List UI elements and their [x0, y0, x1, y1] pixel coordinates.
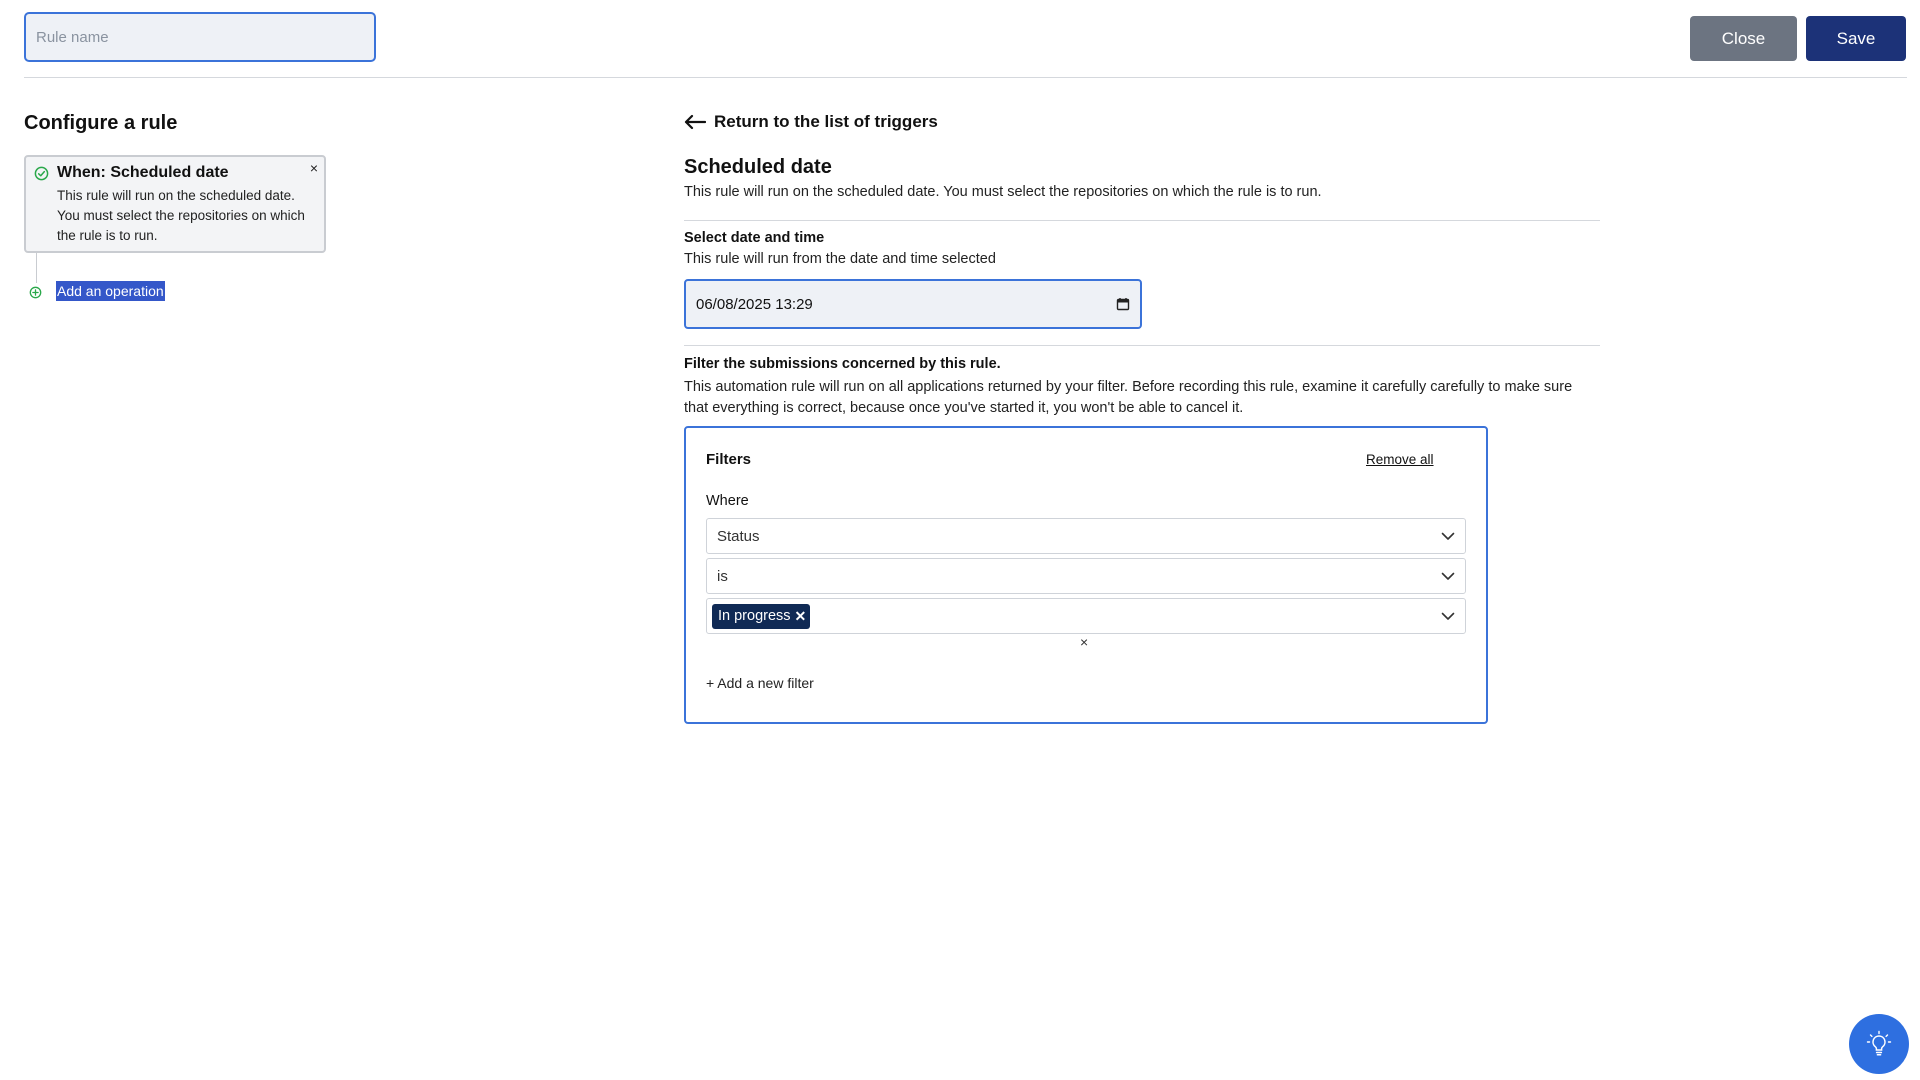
- plus-circle-icon[interactable]: [29, 286, 42, 299]
- section-description: This rule will run on the scheduled date. You must select the repositories on which the rule is to run.: [684, 184, 1322, 200]
- tag-remove-icon[interactable]: ✕: [794, 607, 807, 624]
- calendar-icon[interactable]: [1116, 297, 1130, 311]
- trigger-description: This rule will run on the scheduled date. You must select the repositories on which the rule is to run.: [57, 188, 305, 243]
- header-divider: [24, 77, 1907, 78]
- filter-section-label: Filter the submissions concerned by this rule.: [684, 356, 1001, 372]
- filter-operator-value: is: [717, 567, 728, 585]
- datetime-label: Select date and time: [684, 230, 825, 246]
- clear-values-icon[interactable]: ×: [1080, 634, 1089, 650]
- filters-title: Filters: [706, 451, 752, 468]
- where-label: Where: [706, 493, 749, 509]
- section-title: Scheduled date: [684, 156, 832, 178]
- section-divider: [684, 220, 1600, 221]
- arrow-left-icon: [684, 114, 706, 130]
- save-button[interactable]: Save: [1806, 16, 1906, 61]
- chevron-down-icon: [1441, 612, 1455, 621]
- add-filter-link[interactable]: + Add a new filter: [706, 675, 814, 691]
- add-operation-link[interactable]: Add an operation: [57, 283, 164, 299]
- help-button[interactable]: [1849, 1014, 1909, 1074]
- filters-panel: [684, 426, 1488, 724]
- filter-operator-select[interactable]: [706, 558, 1466, 594]
- configure-rule-title: Configure a rule: [24, 112, 178, 134]
- back-to-triggers-link[interactable]: [684, 112, 938, 132]
- lightbulb-icon: [1865, 1030, 1893, 1058]
- rule-name-input[interactable]: [24, 12, 376, 62]
- filter-section-description: This automation rule will run on all applications returned by your filter. Before recording this rule, examine it carefully carefully to make sure that everything is correct, because once you've started it, you won't be able to cancel it.: [684, 379, 1573, 416]
- check-circle-icon: [34, 166, 49, 181]
- trigger-title: When: Scheduled date: [57, 164, 229, 181]
- close-button[interactable]: Close: [1690, 16, 1797, 61]
- back-link-label: Return to the list of triggers: [714, 112, 938, 131]
- filter-field-select[interactable]: [706, 518, 1466, 554]
- datetime-value: 06/08/2025 13:29: [696, 295, 813, 313]
- datetime-divider: [684, 345, 1600, 346]
- selected-tag-label: In progress: [718, 608, 791, 624]
- remove-all-link[interactable]: Remove all: [1366, 452, 1434, 467]
- trigger-card[interactable]: [24, 155, 326, 253]
- selected-tag: [712, 604, 810, 629]
- trigger-close-icon[interactable]: ×: [309, 160, 318, 176]
- datetime-description: This rule will run from the date and time selected: [684, 251, 996, 267]
- datetime-input[interactable]: [684, 279, 1142, 329]
- filter-value-select[interactable]: [706, 598, 1466, 634]
- chevron-down-icon: [1441, 572, 1455, 581]
- connector-line: [36, 253, 37, 283]
- chevron-down-icon: [1441, 532, 1455, 541]
- filter-field-value: Status: [717, 527, 760, 545]
